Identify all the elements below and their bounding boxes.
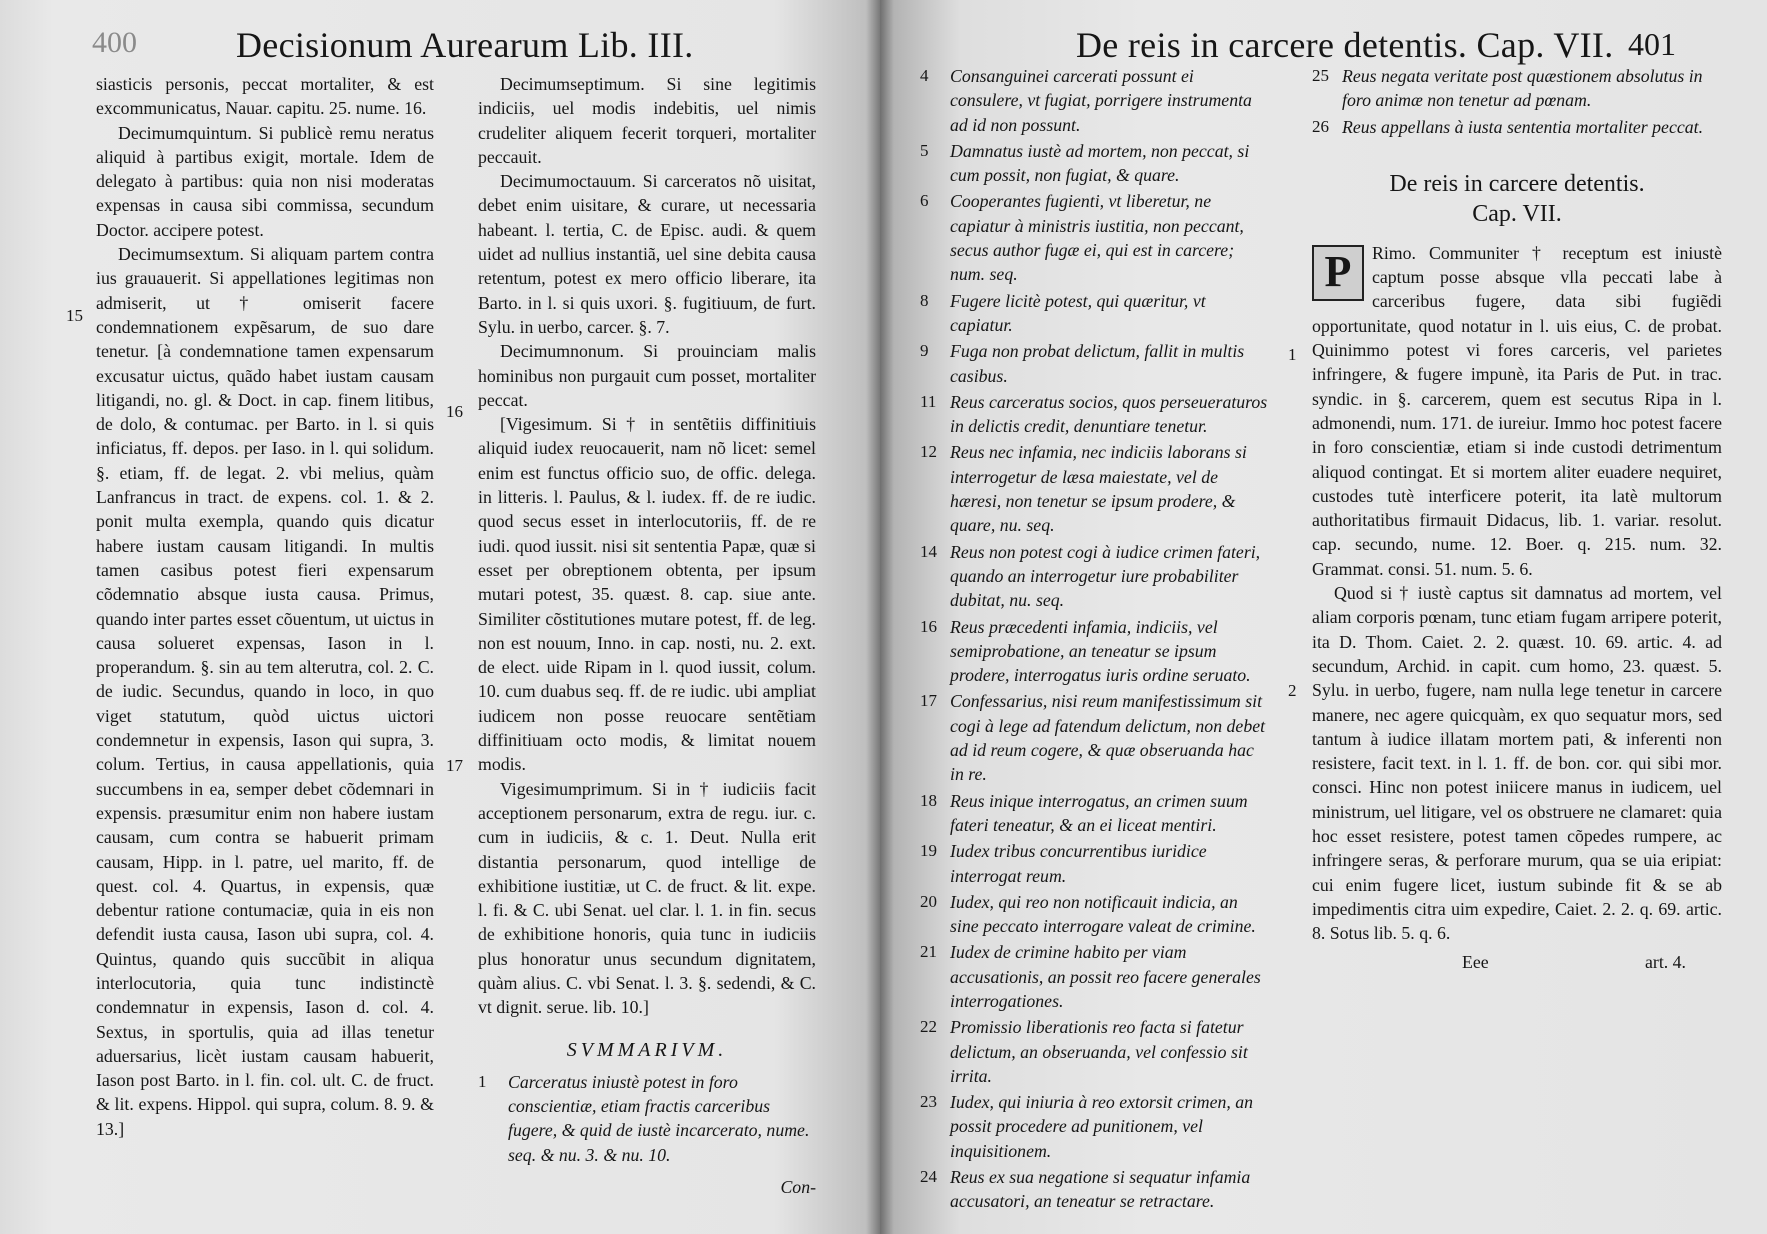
summarium-number: 12 — [920, 442, 937, 462]
summarium-text: Promissio liberationis reo facta si fatetur delictum, an obseruanda, vel confessio sit irrita. — [950, 1017, 1248, 1086]
chapter-title-line-2: Cap. VII. — [1472, 200, 1562, 227]
summarium-number: 14 — [920, 541, 937, 561]
left-column-1 — [96, 72, 434, 1141]
summarium-item — [920, 890, 1270, 939]
paragraph: [Vigesimum. Si † in sentẽtiis diffinitiuis aliquid iudex reuocauerit, nam nõ licet: semel enim est functus officio suo, de offic. delega. in litteris. l. Paulus, & l. iudex. ff. de re iudic. quod secus esset in interlocutoriis, ff. de re iudi. quod iussit. nisi sit sententia Papæ, quæ si esset per obreptionem obtenta, per ipsum mutari potest, 35. quæst. 8. cap. siue ante. Similiter cõstitutiones mutare potest, ff. de leg. non est nouum, Inno. in cap. nosti, nu. 2. ext. de elect. uide Ripam in l. quod iussit, colum. 10. cum duabus seq. ff. de re iudic. ubi ampliat iudicem non posse reuocare sentẽtiam diffinitiuam octo modis, & limitat nouem modis. — [478, 414, 816, 775]
summarium-item — [920, 940, 1270, 1013]
summarium-text: Reus carceratus socios, quos perseueraturos in delictis credit, denuntiare tenetur. — [950, 391, 1268, 437]
summarium-column-2 — [1312, 64, 1722, 139]
margin-number: 17 — [446, 756, 463, 775]
paragraph: Vigesimumprimum. Si in † iudiciis facit acceptionem personarum, extra de regu. iur. c. cum in iudiciis, & c. 1. Deut. Nulla erit distantia personarum, quod intellige de exhibitione iustitiæ, ut C. de fruct. & lit. expe. l. fi. & C. ubi Senat. uel clar. l. 1. in fin. secus de exhibitione honoris, quia tunc in iudiciis plus honoratur unus secundum dignitatem, quàm alius. C. vbi Senat. l. 3. §. sedendi, & C. vt dignit. serue. lib. 10.] — [478, 778, 816, 1018]
drop-cap: P — [1312, 245, 1364, 301]
summarium-item — [920, 1165, 1270, 1214]
summarium-list — [478, 1070, 816, 1167]
summarium-text: Reus appellans à iusta sententia mortaliter peccat. — [1342, 116, 1704, 137]
chapter-paragraph-1 — [1312, 241, 1722, 581]
summarium-text: Damnatus iustè ad mortem, non peccat, si cum possit, non fugiat, & quare. — [950, 140, 1250, 186]
right-column-2 — [1312, 64, 1722, 974]
summarium-number: 19 — [920, 841, 937, 861]
paragraph: Decimumoctauum. Si carceratos nõ uisitat, debet enim uisitare, & curare, ut necessaria habeant. l. tertia, C. de Episc. audi. & quem uidet ad nullius instantiã, uel sine debita causa retentum, potest ex mero officio liberare, ita Barto. in l. si quis uxori. §. fugitiuum, de furt. Sylu. in uerbo, carcer. §. 7. — [478, 171, 816, 337]
paragraph-text: Rimo. Communiter † receptum est iniustè captum posse absque vlla peccati labe à carceribus fugere, data sibi fugiẽdi opportunitate, quod notatur in l. uis eius, C. de probat. Quinimmo potest vi fores carceris, vel parietes infringere, & fugere impunè, ita Paris de Put. in trac. syndic. in §. carcerem, quem est secutus Ripa in l. admonendi, num. 171. de iureiur. Immo hoc potest facere in foro conscientiæ, etiam si inde custodi detrimentum aliquod contingat. Et si mortem aliter euadere nequiret, custodes tutè interficere poterit, ita latè multorum authoritatibus firmauit Didacus, lib. 1. variar. resolut. cap. secundo, nume. 12. Boer. q. 215. num. 32. Grammat. consi. 51. num. 5. 6. — [1312, 242, 1722, 579]
summarium-text: Reus nec infamia, nec indiciis laborans si interrogetur de læsa maiestate, vel de hæresi, non tenetur se ipsum prodere, & quare, nu. seq. — [950, 442, 1247, 536]
chapter-paragraph-2: Quod si † iustè captus sit damnatus ad mortem, vel aliam corporis pœnam, tunc etiam fugam arripere poterit, ita D. Thom. Caiet. 2. 2. quæst. 10. 69. artic. 4. ad secundum, Archid. in capit. cum homo, 23. quæst. 5. Sylu. in uerbo, fugere, nam nulla lege tenetur in carcere manere, nec agere quicquàm, ex quo sequatur mors, sed tantum à iudice illatam mortem pati, & inferenti non resistere, facit text. in l. 1. ff. de bon. cor. qui sibi mor. consci. Hinc non potest iniicere manus in iudicem, uel ministrum, uel litigare, vel os obstruere ne clamaret: quia hoc esset resistere, potest tamen cõpedes rumpere, ac infringere seras, & perforare murum, qua se uia eripiat: cui enim fugere licet, iustum subinde fit & se ab impedimentis citra uim expedire, Caiet. 2. 2. q. 69. artic. 8. Sotus lib. 5. q. 6. — [1312, 583, 1722, 944]
left-running-head: Decisionum Aurearum Lib. III. — [236, 25, 694, 65]
catchword: art. 4. — [1645, 951, 1686, 972]
summarium-number: 21 — [920, 942, 937, 962]
catchword: Con- — [780, 1177, 816, 1198]
paragraph: Decimumnonum. Si prouinciam malis hominibus non purgauit cum posset, mortaliter peccat. — [478, 341, 816, 410]
summarium-item — [1312, 115, 1722, 139]
summarium-text: Iudex, qui iniuria à reo extorsit crimen, an possit procedere ad punitionem, vel inquisitionem. — [950, 1092, 1254, 1161]
summarium-text: Iudex, qui reo non notificauit indicia, an sine peccato interrogare valeat de crimine. — [950, 891, 1256, 937]
summarium-number: 17 — [920, 691, 937, 711]
summarium-item — [478, 1070, 816, 1167]
summarium-text: Fugere licitè potest, qui quæritur, vt capiatur. — [950, 290, 1206, 335]
summarium-text: Fuga non probat delictum, fallit in multis casibus. — [950, 341, 1245, 386]
left-column-2 — [478, 72, 816, 1199]
left-page — [0, 0, 880, 1234]
summarium-item — [920, 189, 1270, 286]
summarium-item — [920, 1015, 1270, 1088]
summarium-text: Reus ex sua negatione si sequatur infamia accusatori, an teneatur se retractare. — [950, 1167, 1251, 1212]
chapter-title — [1312, 169, 1722, 229]
summarium-number: 18 — [920, 790, 937, 810]
summarium-number: 24 — [920, 1167, 937, 1187]
summarium-text: Iudex de crimine habito per viam accusationis, an possit reo facere generales interrogationes. — [950, 942, 1261, 1011]
summarium-item — [920, 64, 1270, 137]
summarium-number: 1 — [478, 1071, 487, 1091]
summarium-item — [920, 339, 1270, 388]
summarium-item — [920, 1090, 1270, 1163]
summarium-item — [920, 390, 1270, 439]
summarium-item — [920, 689, 1270, 786]
margin-number: 2 — [1288, 681, 1297, 700]
summarium-number: 9 — [920, 341, 929, 361]
book-gutter — [866, 0, 894, 1234]
summarium-text: Carceratus iniustè potest in foro conscientiæ, etiam fractis carceribus fugere, & quid de iustè incarcerato, nume. seq. & nu. 3. & nu. 10. — [508, 1071, 810, 1165]
summarium-number: 16 — [920, 616, 937, 636]
summarium-text: Reus præcedenti infamia, indiciis, vel semiprobatione, an teneatur se ipsum prodere, interrogatus iuris ordine seruato. — [950, 616, 1251, 686]
summarium-number: 23 — [920, 1092, 937, 1112]
chapter-title-line-1: De reis in carcere detentis. — [1389, 170, 1645, 197]
summarium-item — [920, 615, 1270, 688]
paragraph: Decimumquintum. Si publicè remu neratus aliquid à partibus exigit, mortale. Idem de delegato à partibus: quia non nisi moderatas expensas in causa sibi commissa, secundum Doctor. accipere potest. — [96, 122, 434, 240]
summarium-number: 4 — [920, 66, 929, 85]
summarium-number: 20 — [920, 891, 937, 911]
paragraph: Decimumseptimum. Si sine legitimis indiciis, uel modis indebitis, uel nimis crudeliter aliquem fecerit torqueri, mortaliter peccauit. — [478, 74, 816, 167]
margin-number: 1 — [1288, 345, 1297, 364]
summarium-number: 8 — [920, 290, 929, 310]
paragraph: Decimumsextum. Si aliquam partem contra ius grauauerit. Si appellationes legitimas non admiserit, ut † omiserit facere condemnationem expẽsarum, de suo dare tenetur. [à condemnatione tamen expensarum excusatur uictus, quãdo habet iustam causam litigandi, no. gl. & Doct. in cap. finem litibus, de dolo, & contumac. per Barto. in l. si quis inficiatus, ff. depos. per Iaso. in l. qui solidum. §. etiam, ff. de legat. 2. vbi melius, quàm Lanfrancus in tract. de expens. col. 1. & 2. ponit multa exempla, quando quis dicatur habere iustam causam litigandi. In multis tamen casibus potest fieri expensarum cõdemnatio absque iusta causa. Primus, quando inter partes esset cõuentum, ut uictus in causa solueret expensas, Iason in l. properandum. §. sin au tem alterutra, col. 2. C. de iudic. Secundus, quando in loco, in quo viget statutum, quòd uictus uictori condemnetur in expensis, Iason qui supra, 3. colum. Tertius, in causa appellationis, quia succumbens in ea, semper debet cõdemnari in expensis. præsumitur enim non habere iustam causam, cum contra se habuerit primam causam, Hipp. in l. patre, uel marito, ff. de quest. col. 4. Quartus, in expensis, quæ debentur ratione contumaciæ, quia in eis non defendit iusta causa, Iason ubi supra, col. 4. Quintus, quando quis succũbit in aliqua interlocutoria, quia tunc indistinctè condemnatur in expensis, Iason d. col. 4. Sextus, in sportulis, quia ad illas tenetur aduersarius, licèt iustam causam habuerit, Iason post Barto. in l. fin. col. ult. C. de fruct. & lit. expens. Hippol. qui supra, colum. 8. 9. & 13.] — [96, 244, 434, 1139]
summarium-item — [920, 839, 1270, 888]
signature-line — [1312, 950, 1722, 974]
left-page-number: 400 — [92, 26, 137, 59]
summarium-item — [1312, 64, 1722, 113]
right-running-head: De reis in carcere detentis. Cap. VII. — [1076, 25, 1614, 65]
summarium-text: Reus inique interrogatus, an crimen suum fateri teneatur, & an ei liceat mentiri. — [950, 790, 1248, 835]
summarium-item — [920, 139, 1270, 188]
paragraph: siasticis personis, peccat mortaliter, & est excommunicatus, Nauar. capitu. 25. nume. 16. — [96, 74, 434, 119]
summarium-text: Reus non potest cogi à iudice crimen fateri, quando an interrogetur iure probabiliter dubitat, nu. seq. — [950, 541, 1261, 611]
summarium-text: Reus negata veritate post quæstionem absolutus in foro animæ non tenetur ad pœnam. — [1342, 66, 1703, 111]
summarium-number: 22 — [920, 1017, 937, 1037]
summarium-item — [920, 789, 1270, 838]
summarium-text: Confessarius, nisi reum manifestissimum sit cogi à lege ad fatendum delictum, non debet ad id reum cogere, & quæ obseruanda hac in re. — [950, 691, 1266, 785]
margin-number: 16 — [446, 402, 463, 421]
summarium-text: Iudex tribus concurrentibus iuridice interrogat reum. — [950, 841, 1207, 886]
right-page — [880, 0, 1767, 1234]
summarium-text: Cooperantes fugienti, vt liberetur, ne capiatur à ministris iustitia, non peccant, secus author fugæ ei, qui est in carcere; num. seq. — [950, 191, 1244, 285]
summarium-number: 25 — [1312, 66, 1329, 85]
signature-mark: Eee — [1462, 951, 1489, 972]
summarium-number: 26 — [1312, 116, 1329, 136]
summarium-title: SVMMARIVM. — [566, 1038, 728, 1061]
summarium-item — [920, 289, 1270, 338]
summarium-text: Consanguinei carcerati possunt ei consulere, vt fugiat, porrigere instrumenta ad id non possunt. — [950, 66, 1252, 135]
summarium-item — [920, 440, 1270, 537]
margin-number: 15 — [66, 306, 83, 325]
summarium-column-1 — [920, 64, 1270, 1216]
summarium-number: 5 — [920, 140, 929, 160]
summarium-number: 11 — [920, 391, 937, 411]
summarium-item — [920, 540, 1270, 613]
right-page-number: 401 — [1628, 26, 1676, 62]
summarium-number: 6 — [920, 191, 929, 211]
